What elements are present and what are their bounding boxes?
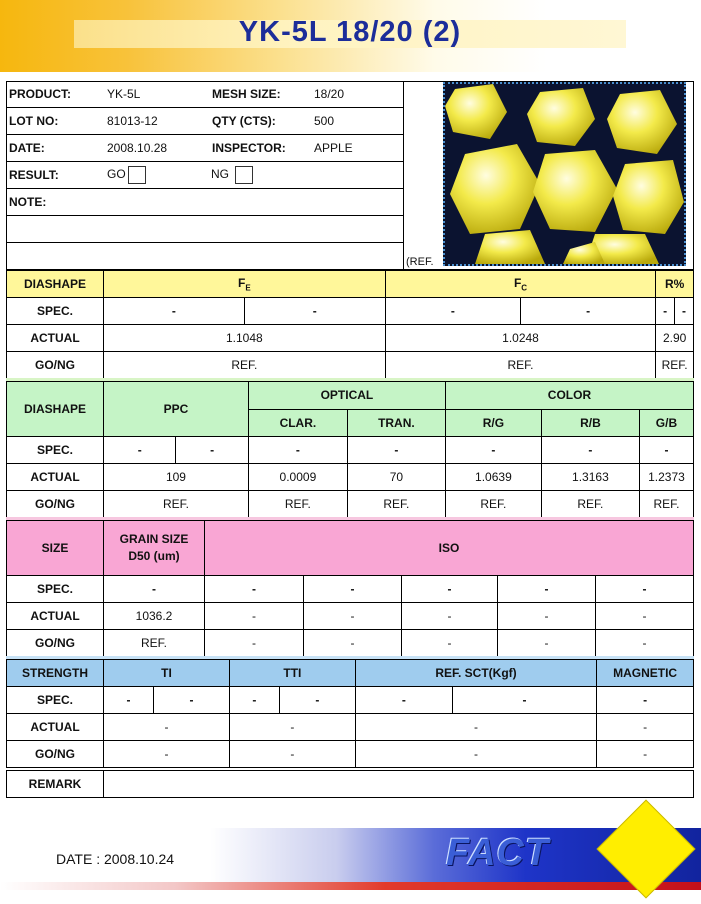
mesh-size-label: MESH SIZE: <box>209 81 312 108</box>
rb-header: R/B <box>541 409 639 437</box>
ti-header: TI <box>104 660 230 687</box>
spec-r-max: - <box>675 298 694 325</box>
gb-header: G/B <box>639 409 693 437</box>
sample-photo <box>443 82 686 266</box>
gong-label: GO/NG <box>7 352 104 379</box>
diashape-header: DIASHAPE <box>7 382 104 437</box>
actual-label: ACTUAL <box>7 464 104 491</box>
color-header: COLOR <box>445 382 693 410</box>
lot-value: 81013-12 <box>105 108 209 135</box>
spec-iso-1: - <box>205 576 304 603</box>
qty-label: QTY (CTS): <box>209 108 312 135</box>
date-value: 2008.10.28 <box>105 135 209 162</box>
remark-label: REMARK <box>7 771 104 798</box>
actual-iso-1: - <box>205 603 304 630</box>
inspector-label: INSPECTOR: <box>209 135 312 162</box>
gong-rb: REF. <box>541 491 639 518</box>
spec-ppc-min: - <box>104 437 176 464</box>
actual-iso-2: - <box>304 603 402 630</box>
product-value: YK-5L <box>105 81 209 108</box>
fc-header: $F_C$ <box>385 271 656 298</box>
spec-grain: - <box>104 576 205 603</box>
actual-tti: - <box>229 714 355 741</box>
page-title: YK-5L 18/20 (2) <box>238 16 462 48</box>
size-iso-table <box>6 520 694 657</box>
spec-tti-min: - <box>229 687 279 714</box>
gong-r: REF. <box>656 352 694 379</box>
rg-header: R/G <box>445 409 541 437</box>
spec-label: SPEC. <box>7 687 104 714</box>
iso-header: ISO <box>205 521 694 576</box>
gong-iso-4: - <box>498 630 596 657</box>
spec-fc-max: - <box>521 298 656 325</box>
strength-table <box>6 659 694 768</box>
sct-header: REF. SCT(Kgf) <box>355 660 596 687</box>
fe-header: $F_E$ <box>104 271 386 298</box>
gong-magnetic: - <box>597 741 694 768</box>
spec-clar: - <box>248 437 347 464</box>
ng-checkbox[interactable] <box>235 166 253 184</box>
actual-gb: 1.2373 <box>639 464 693 491</box>
magnetic-header: MAGNETIC <box>597 660 694 687</box>
spec-fe-max: - <box>244 298 385 325</box>
remark-field[interactable] <box>104 771 694 798</box>
note-value <box>105 189 404 216</box>
actual-clar: 0.0009 <box>248 464 347 491</box>
actual-ti: - <box>104 714 230 741</box>
size-header: SIZE <box>7 521 104 576</box>
gong-tti: - <box>229 741 355 768</box>
product-label: PRODUCT: <box>6 81 105 108</box>
spec-gb: - <box>639 437 693 464</box>
actual-fc: 1.0248 <box>385 325 656 352</box>
grain-size-line1: GRAIN SIZE <box>119 532 189 546</box>
strength-header: STRENGTH <box>7 660 104 687</box>
lot-label: LOT NO: <box>6 108 105 135</box>
clar-header: CLAR. <box>248 409 347 437</box>
gong-sct: - <box>355 741 596 768</box>
spec-sct-min: - <box>355 687 452 714</box>
actual-label: ACTUAL <box>7 714 104 741</box>
spec-ppc-max: - <box>176 437 248 464</box>
spec-iso-4: - <box>498 576 596 603</box>
spec-label: SPEC. <box>7 576 104 603</box>
grain-size-header <box>104 521 205 576</box>
actual-ppc: 109 <box>104 464 249 491</box>
gong-gb: REF. <box>639 491 693 518</box>
mesh-size-value: 18/20 <box>312 81 404 108</box>
gong-label: GO/NG <box>7 741 104 768</box>
r-header: R% <box>656 271 694 298</box>
gong-grain: REF. <box>104 630 205 657</box>
gong-label: GO/NG <box>7 491 104 518</box>
section-separator <box>6 517 694 520</box>
spec-fe-min: - <box>104 298 245 325</box>
fact-logo: FACT <box>446 832 550 874</box>
gong-tran: REF. <box>347 491 445 518</box>
spec-ti-max: - <box>154 687 230 714</box>
info-table <box>6 81 404 269</box>
note-line <box>6 216 404 243</box>
gong-ti: - <box>104 741 230 768</box>
spec-iso-2: - <box>304 576 402 603</box>
actual-rb: 1.3163 <box>541 464 639 491</box>
section-separator <box>6 378 694 381</box>
go-label: GO <box>107 167 126 182</box>
spec-sct-max: - <box>452 687 596 714</box>
spec-tran: - <box>347 437 445 464</box>
spec-label: SPEC. <box>7 437 104 464</box>
actual-magnetic: - <box>597 714 694 741</box>
go-checkbox[interactable] <box>128 166 146 184</box>
remark-table <box>6 770 694 798</box>
gong-iso-5: - <box>596 630 694 657</box>
actual-iso-5: - <box>596 603 694 630</box>
spec-ti-min: - <box>104 687 154 714</box>
spec-fc-min: - <box>385 298 520 325</box>
actual-label: ACTUAL <box>7 603 104 630</box>
actual-sct: - <box>355 714 596 741</box>
tran-header: TRAN. <box>347 409 445 437</box>
spec-iso-3: - <box>402 576 498 603</box>
diashape-header: DIASHAPE <box>7 271 104 298</box>
gong-ppc: REF. <box>104 491 249 518</box>
actual-label: ACTUAL <box>7 325 104 352</box>
gong-iso-1: - <box>205 630 304 657</box>
section-separator <box>6 656 694 659</box>
actual-iso-3: - <box>402 603 498 630</box>
actual-grain: 1036.2 <box>104 603 205 630</box>
gong-clar: REF. <box>248 491 347 518</box>
spec-rg: - <box>445 437 541 464</box>
result-go <box>105 162 209 189</box>
gong-rg: REF. <box>445 491 541 518</box>
qty-value: 500 <box>312 108 404 135</box>
spec-r-min: - <box>656 298 675 325</box>
actual-r: 2.90 <box>656 325 694 352</box>
diamond-crystals-image <box>445 84 684 264</box>
note-label: NOTE: <box>6 189 105 216</box>
spec-rb: - <box>541 437 639 464</box>
spec-magnetic: - <box>597 687 694 714</box>
note-line <box>6 243 404 270</box>
diashape-force-table <box>6 270 694 379</box>
gong-label: GO/NG <box>7 630 104 657</box>
footer-red-line <box>0 882 701 890</box>
photo-ref-label: (REF. <box>406 256 434 268</box>
optical-header: OPTICAL <box>248 382 445 410</box>
gong-iso-2: - <box>304 630 402 657</box>
ppc-header: PPC <box>104 382 249 437</box>
gong-fe: REF. <box>104 352 386 379</box>
actual-iso-4: - <box>498 603 596 630</box>
actual-fe: 1.1048 <box>104 325 386 352</box>
ng-label: NG <box>211 167 229 182</box>
footer-date: DATE : 2008.10.24 <box>56 851 175 867</box>
result-label: RESULT: <box>6 162 105 189</box>
inspector-value: APPLE <box>312 135 404 162</box>
tti-header: TTI <box>229 660 355 687</box>
spec-label: SPEC. <box>7 298 104 325</box>
result-ng <box>209 162 312 189</box>
actual-tran: 70 <box>347 464 445 491</box>
spec-iso-5: - <box>596 576 694 603</box>
diashape-optical-color-table <box>6 381 694 518</box>
spec-tti-max: - <box>279 687 355 714</box>
gong-iso-3: - <box>402 630 498 657</box>
grain-size-line2: D50 (um) <box>128 549 180 563</box>
actual-rg: 1.0639 <box>445 464 541 491</box>
date-label: DATE: <box>6 135 105 162</box>
gong-fc: REF. <box>385 352 656 379</box>
